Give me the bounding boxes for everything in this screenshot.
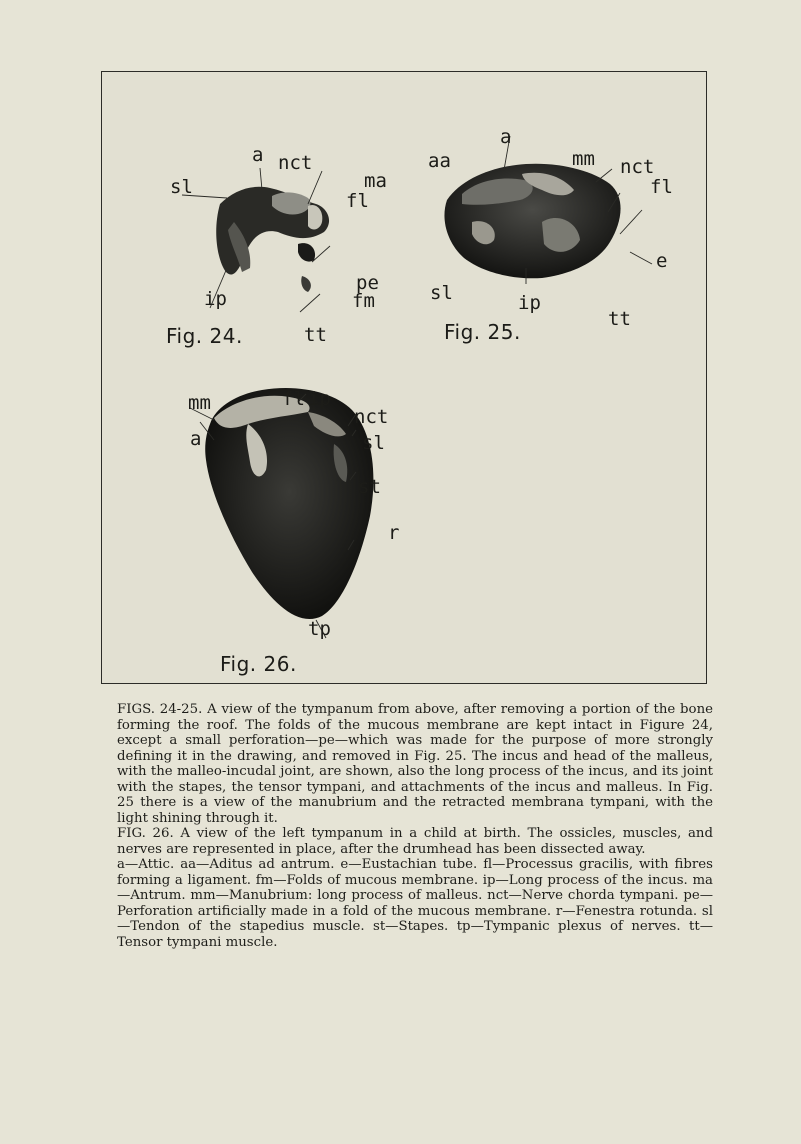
- fig26-label-mm: mm: [188, 392, 211, 414]
- fig25-label-sl: sl: [430, 282, 453, 304]
- fig26-label-a: a: [190, 428, 202, 450]
- fig26-specimen: [205, 388, 373, 619]
- fig26-label-st: st: [358, 476, 381, 498]
- fig26-label-ip: ip: [308, 388, 331, 410]
- fig24-label-pe: pe: [356, 272, 379, 294]
- fig24-label-ma: ma: [364, 170, 387, 192]
- fig25-label-ip: ip: [518, 292, 541, 314]
- fig26-label-tp: tp: [308, 618, 331, 640]
- fig25-label-nct: nct: [620, 156, 655, 178]
- caption-figs-24-25: FIGS. 24-25. A view of the tympanum from above, after removing a portion of the bone forming the roof. The folds of the mucous membrane are kept intact in Figure 24, except a small perforation—pe—which was made for the purpose of more strongly defining it in the drawing, and removed in Fig. 25. The incus and head of the malleus, with the malleo-incudal joint, are shown, also the long process of the incus, and its joint with the stapes, the tensor tympani, and attachments of the incus and malleus. In Fig. 25 there is a view of the manubrium and the retracted membrana tympani, with the light shining through it.: [117, 702, 713, 826]
- fig25-label-aa: aa: [428, 150, 451, 172]
- fig24-label-ip: ip: [204, 288, 227, 310]
- figure-plate: [101, 71, 707, 684]
- fig25-label-a: a: [500, 126, 512, 148]
- fig25-label-mm: mm: [572, 148, 595, 170]
- fig24-specimen: [216, 187, 329, 292]
- fig26-label-r: r: [388, 522, 400, 544]
- anatomical-illustration: [102, 72, 708, 685]
- fig24-label-nct: nct: [278, 152, 313, 174]
- fig24-label-fl: fl: [346, 190, 369, 212]
- caption-legend: a—Attic. aa—Aditus ad antrum. e—Eustachian tube. fl—Processus gracilis, with fibres forming a ligament. fm—Folds of mucous membrane. ip—Long process of the incus. ma—Antrum. mm—Manubrium: long process of malleus. nct—Nerve chorda tympani. pe—Perforation artificially made in a fold of the mucous membrane. r—Fenestra rotunda. sl—Tendon of the stapedius muscle. st—Stapes. tp—Tympanic plexus of nerves. tt—Tensor tympani muscle.: [117, 857, 713, 950]
- fig24-title: Fig. 24.: [166, 324, 243, 348]
- caption-fig-26: FIG. 26. A view of the left tympanum in a child at birth. The ossicles, muscles, and nerves are represented in place, after the drumhead has been dissected away.: [117, 826, 713, 857]
- fig25-specimen: [444, 164, 620, 279]
- fig26-label-fl: fl: [282, 388, 305, 410]
- fig26-title: Fig. 26.: [220, 652, 297, 676]
- fig25-label-fl: fl: [650, 176, 673, 198]
- fig26-label-nct: nct: [354, 406, 389, 428]
- fig24-label-tt: tt: [304, 324, 327, 346]
- fig26-label-sl: sl: [362, 432, 385, 454]
- fig25-label-tt: tt: [608, 308, 631, 330]
- fig25-title: Fig. 25.: [444, 320, 521, 344]
- fig24-label-a: a: [252, 144, 264, 166]
- fig25-label-e: e: [656, 250, 668, 272]
- figure-caption: [117, 702, 713, 950]
- fig24-label-sl: sl: [170, 176, 193, 198]
- fig24-label-fm: fm: [352, 290, 375, 312]
